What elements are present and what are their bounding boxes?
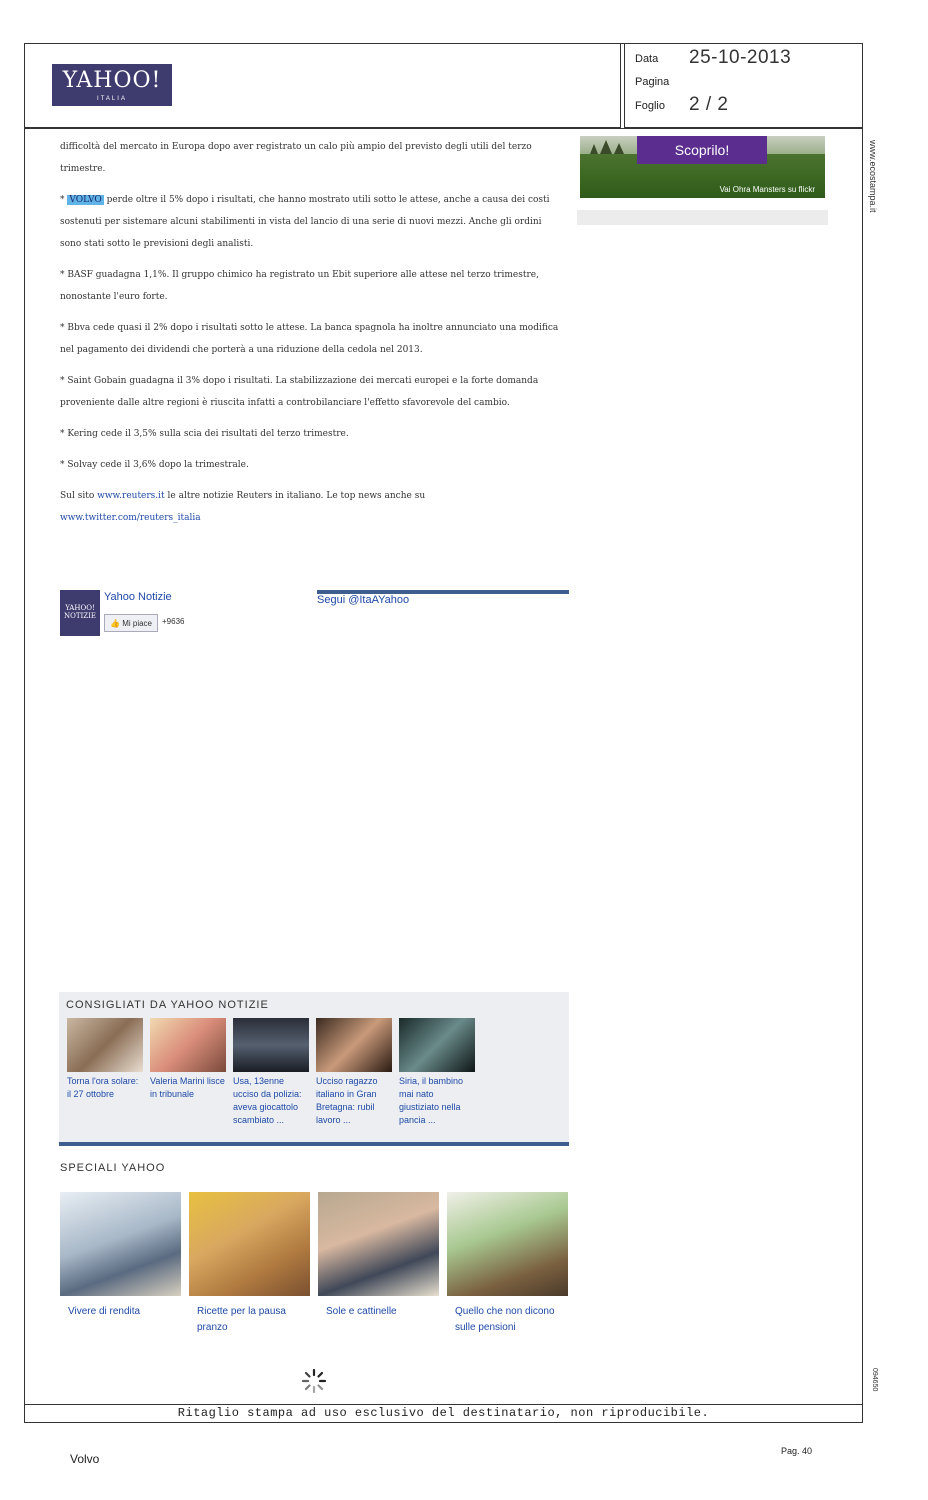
fb-like-button[interactable] (104, 614, 158, 632)
foglio-label: Foglio (635, 100, 665, 112)
special-thumbnail[interactable] (189, 1192, 310, 1296)
article-paragraph: * Saint Gobain guadagna il 3% dopo i risultati. La stabilizzazione dei mercati europei e la forte domanda proveniente dalle altre regioni è riuscita infatti a controbilanciare l'effetto sfavorevole del cambio. (60, 376, 539, 408)
special-thumbnail[interactable] (318, 1192, 439, 1296)
recommended-caption[interactable]: Usa, 13enne ucciso da polizia: aveva giocattolo scambiato ... (233, 1076, 302, 1125)
article-paragraph: * Solvay cede il 3,6% dopo la trimestrale. (60, 460, 249, 470)
recommended-caption[interactable]: Valeria Marini lisce in tribunale (150, 1076, 225, 1099)
loading-spinner-icon (301, 1368, 327, 1394)
logo-text: YAHOO! (62, 68, 162, 93)
article-paragraph: * Kering cede il 3,5% sulla scia dei risultati del terzo trimestre. (60, 429, 349, 439)
side-url (866, 140, 880, 250)
recommended-divider (59, 1142, 569, 1146)
recommended-caption[interactable]: Torna l'ora solare: il 27 ottobre (67, 1076, 139, 1099)
yahoo-logo (52, 64, 172, 106)
article-body (60, 136, 565, 538)
side-url-text: www.ecostampa.it (868, 140, 878, 213)
pagina-label: Pagina (635, 76, 670, 88)
clipping-notice: Ritaglio stampa ad uso esclusivo del destinatario, non riproducibile. (177, 1406, 710, 1420)
recommended-item[interactable] (233, 1018, 309, 1127)
special-item[interactable] (189, 1192, 310, 1336)
fb-logo-text: YAHOO! NOTIZIE (63, 604, 97, 620)
article-text: le altre notizie Reuters in italiano. Le top news anche su (164, 491, 426, 501)
article-paragraph: difficoltà del mercato in Europa dopo aver registrato un calo più ampio del previsto degli utili del terzo trimestre. (60, 142, 532, 174)
article-paragraph: * BASF guadagna 1,1%. Il gruppo chimico ha registrato un Ebit superiore alle attese nel terzo trimestre, nonostante l'euro forte. (60, 270, 539, 302)
article-text: Sul sito (60, 491, 98, 501)
logo-sub: ITALIA (97, 96, 127, 102)
data-label: Data (635, 53, 659, 65)
recommended-caption[interactable]: Ucciso ragazzo italiano in Gran Bretagna: rubil lavoro ... (316, 1076, 378, 1125)
scoprilo-button[interactable]: Scoprilo! (637, 136, 767, 164)
recommended-item[interactable] (316, 1018, 392, 1127)
special-caption[interactable]: Sole e cattinelle (326, 1306, 397, 1317)
fb-page-logo[interactable] (60, 590, 100, 636)
twitter-follow-link[interactable]: Segui @ItaAYahoo (317, 594, 410, 606)
recommended-thumbnail[interactable] (316, 1018, 392, 1072)
special-item[interactable] (447, 1192, 568, 1336)
recommended-item[interactable] (399, 1018, 475, 1127)
thumbs-up-icon: 👍 (110, 619, 120, 628)
flickr-ad[interactable] (580, 136, 825, 198)
side-code (866, 1368, 880, 1408)
fb-like-count: +9636 (162, 617, 185, 626)
article-paragraph: * VOLVO perde oltre il 5% dopo i risultati, che hanno mostrato utili sotto le attese, anche a causa dei costi sostenuti per sistemare alcuni stabilimenti in vista del lancio di una serie di nuovi mezzi. Anche gli ordini sono stati sotto le previsioni degli analisti. (60, 195, 550, 249)
ad-credit: Vai Ohra Mansters su flickr (719, 185, 815, 194)
fb-like-label: Mi piace (122, 619, 152, 628)
special-thumbnail[interactable] (447, 1192, 568, 1296)
recommended-title: CONSIGLIATI DA YAHOO NOTIZIE (66, 999, 269, 1011)
recommended-thumbnail[interactable] (399, 1018, 475, 1072)
recommended-item[interactable] (67, 1018, 143, 1101)
recommended-thumbnail[interactable] (67, 1018, 143, 1072)
document-keyword: Volvo (70, 1452, 100, 1466)
special-caption[interactable]: Quello che non dicono sulle pensioni (455, 1306, 555, 1333)
special-item[interactable] (60, 1192, 181, 1320)
side-code-text: 094650 (871, 1368, 878, 1392)
special-item[interactable] (318, 1192, 439, 1320)
specials-title: SPECIALI YAHOO (60, 1162, 166, 1174)
recommended-thumbnail[interactable] (233, 1018, 309, 1072)
highlighted-keyword: VOLVO (69, 195, 102, 205)
article-paragraph (60, 485, 565, 529)
special-caption[interactable]: Ricette per la pausa pranzo (197, 1306, 286, 1333)
page-number: Pag. 40 (781, 1446, 813, 1456)
special-caption[interactable]: Vivere di rendita (68, 1306, 141, 1317)
ad-bar (577, 210, 828, 225)
fb-page-name[interactable]: Yahoo Notizie (104, 591, 172, 603)
footer-divider (24, 1404, 863, 1405)
article-paragraph: * Bbva cede quasi il 2% dopo i risultati sotto le attese. La banca spagnola ha inoltre annunciato una modifica nel pagamento dei dividendi che porterà a una riduzione della cedola nel 2013. (60, 323, 559, 355)
data-value: 25-10-2013 (689, 47, 792, 68)
header-divider (24, 128, 863, 129)
recommended-item[interactable] (150, 1018, 226, 1101)
reuters-link[interactable]: www.reuters.it (97, 491, 165, 501)
recommended-thumbnail[interactable] (150, 1018, 226, 1072)
special-thumbnail[interactable] (60, 1192, 181, 1296)
recommended-caption[interactable]: Siria, il bambino mai nato giustiziato nella pancia ... (399, 1076, 464, 1125)
article-paragraph-text: perde oltre il 5% dopo i risultati, che hanno mostrato utili sotto le attese, anche a causa dei costi sostenuti per sistemare alcuni stabilimenti in vista del lancio di una serie di nuovi mezzi. Anche gli ordini sono stati sotto le previsioni degli analisti. (60, 195, 550, 249)
tree-icon (588, 138, 628, 156)
foglio-value: 2 / 2 (689, 94, 729, 115)
twitter-link[interactable]: www.twitter.com/reuters_italia (60, 513, 201, 523)
